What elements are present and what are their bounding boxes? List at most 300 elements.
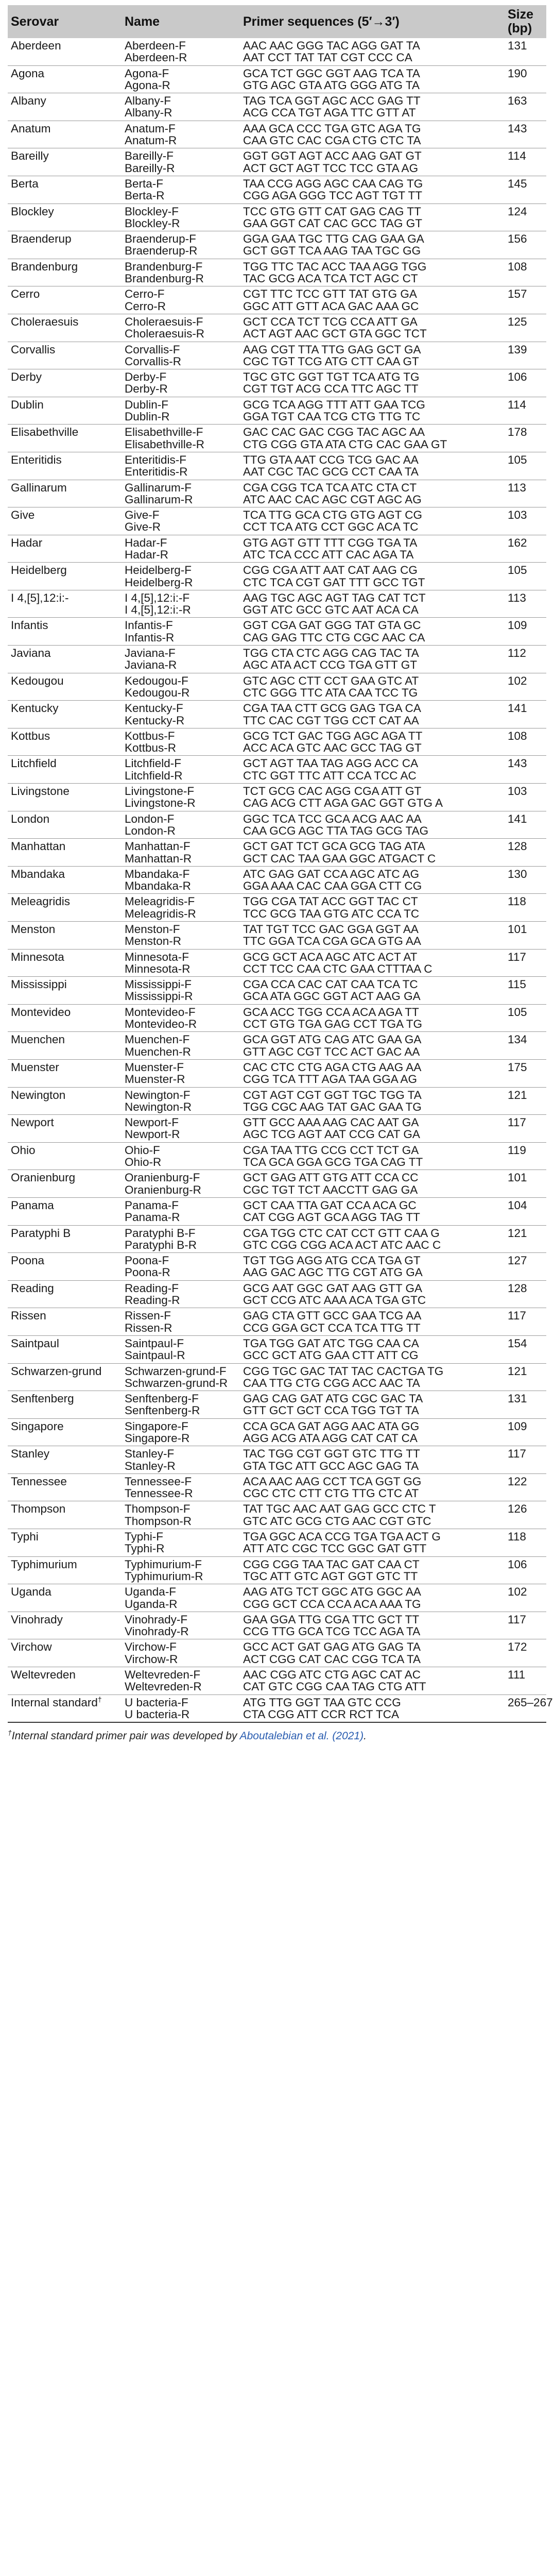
- table-row: [8, 93, 546, 107]
- size-cell: 118: [508, 1530, 526, 1544]
- primer-sequence-cell: ATG TTG GGT TAA GTC CCG: [243, 1696, 401, 1709]
- header-size-line2: (bp): [508, 21, 532, 36]
- primer-sequence-cell: TAT TGT TCC GAC GGA GGT AA: [243, 923, 419, 936]
- serovar-label: Corvallis: [11, 343, 56, 356]
- primer-name-cell: Paratyphi B-R: [125, 1238, 197, 1251]
- size-cell: 163: [508, 94, 527, 108]
- serovar-label: Weltevreden: [11, 1668, 76, 1682]
- footnote: [8, 1730, 546, 1742]
- size-cell: 104: [508, 1198, 527, 1212]
- primer-name-cell: Berta-F: [125, 177, 164, 190]
- primer-name-cell: Vinohrady-F: [125, 1613, 188, 1626]
- serovar-cell: [8, 1059, 122, 1087]
- serovar-cell: [8, 259, 122, 286]
- primer-sequence-cell: TGC ATT GTC AGT GGT GTC TT: [243, 1569, 418, 1583]
- serovar-label: Litchfield: [11, 757, 57, 770]
- size-cell: 122: [508, 1475, 527, 1488]
- primer-sequence-cell: ATC AAC CAC AGC CGT AGC AG: [243, 493, 422, 506]
- primer-sequence-cell: GTT GCT GCT CCA TGG TGT TA: [243, 1404, 419, 1417]
- serovar-label: Mbandaka: [11, 867, 65, 880]
- size-cell: 145: [508, 177, 527, 190]
- table-row: [8, 1308, 546, 1322]
- serovar-cell: [8, 1501, 122, 1529]
- primer-name-cell: Livingstone-F: [125, 785, 195, 798]
- primer-name-cell: Uganda-F: [125, 1585, 177, 1599]
- primer-name-cell: Typhimurium-R: [125, 1569, 203, 1583]
- primer-sequence-cell: CCT TCC CAA CTC GAA CTTTAA C: [243, 962, 432, 975]
- serovar-label: Meleagridis: [11, 895, 71, 908]
- primer-name-cell: Manhattan-R: [125, 852, 192, 865]
- primer-name-cell: Vinohrady-R: [125, 1625, 189, 1638]
- primer-sequence-cell: CGG TCA TTT AGA TAA GGA AG: [243, 1073, 418, 1086]
- size-cell: 109: [508, 1419, 527, 1433]
- primer-name-cell: Kedougou-R: [125, 686, 190, 699]
- size-cell: 103: [508, 785, 527, 798]
- primer-sequence-cell: AAA GCA CCC TGA GTC AGA TG: [243, 122, 421, 135]
- primer-sequence-cell: AGG ACG ATA AGG CAT CAT CA: [243, 1431, 418, 1445]
- serovar-label: Menston: [11, 923, 56, 936]
- serovar-cell: [8, 1308, 122, 1336]
- primer-sequence-cell: ATT ATC CGC TCC GGC GAT GTT: [243, 1542, 427, 1555]
- serovar-cell: [8, 784, 122, 811]
- primer-sequence-cell: CAT GTC CGG CAA TAG CTG ATT: [243, 1680, 426, 1693]
- primer-sequence-cell: CTC GGG TTC ATA CAA TCC TG: [243, 686, 418, 699]
- primer-sequence-cell: CGG AGA GGG TCC AGT TGT TT: [243, 189, 422, 202]
- primer-name-cell: Litchfield-R: [125, 769, 183, 782]
- primer-sequence-cell: GTT AGC CGT TCC ACT GAC AA: [243, 1045, 420, 1058]
- table-row: [8, 922, 546, 936]
- primer-sequence-cell: CGA TGG CTC CAT CCT GTT CAA G: [243, 1226, 440, 1240]
- primer-sequence-cell: AAC CGG ATC CTG AGC CAT AC: [243, 1668, 421, 1682]
- primer-name-cell: Kentucky-R: [125, 714, 185, 727]
- primer-name-cell: Dublin-F: [125, 398, 169, 411]
- serovar-label: Manhattan: [11, 840, 66, 853]
- primer-sequence-cell: GTC CGG CGG ACA ACT ATC AAC C: [243, 1238, 441, 1251]
- primer-sequence-cell: CGT AGT CGT GGT TGC TGG TA: [243, 1088, 422, 1101]
- primer-sequence-cell: ACT AGT AAC GCT GTA GGC TCT: [243, 327, 427, 341]
- primer-name-cell: Derby-R: [125, 382, 168, 396]
- primer-sequence-cell: GCT GAG ATT GTG ATT CCA CC: [243, 1171, 419, 1184]
- serovar-cell: [8, 286, 122, 314]
- serovar-cell: [8, 1225, 122, 1253]
- primer-name-cell: Kottbus-F: [125, 729, 175, 742]
- primer-sequence-cell: CGC TGT TCG ATG CTT CAA GT: [243, 354, 419, 368]
- serovar-cell: [8, 1032, 122, 1060]
- primer-name-cell: Oranienburg-F: [125, 1171, 200, 1184]
- serovar-label: Brandenburg: [11, 260, 78, 273]
- primer-name-cell: Mbandaka-R: [125, 879, 191, 893]
- serovar-label: Albany: [11, 94, 46, 108]
- primer-sequence-cell: GCA ACC TGG CCA ACA AGA TT: [243, 1005, 419, 1019]
- primer-sequence-cell: TGT TGG AGG ATG CCA TGA GT: [243, 1254, 421, 1267]
- primer-name-cell: Muenster-R: [125, 1073, 185, 1086]
- size-cell: 143: [508, 122, 527, 135]
- serovar-label: Cerro: [11, 287, 40, 301]
- table-row: [8, 1115, 546, 1129]
- size-cell: 157: [508, 287, 527, 301]
- serovar-cell: [8, 646, 122, 673]
- primer-name-cell: Agona-F: [125, 66, 169, 80]
- primer-sequence-cell: GTC ATC GCG CTG AAC CGT GTC: [243, 1514, 431, 1528]
- primer-name-cell: Mississippi-R: [125, 990, 193, 1003]
- serovar-label: Thompson: [11, 1502, 66, 1516]
- table-row: [8, 286, 546, 300]
- serovar-cell: [8, 480, 122, 507]
- serovar-cell: [8, 1142, 122, 1170]
- table-row: [8, 1446, 546, 1460]
- primer-name-cell: Cerro-F: [125, 287, 165, 301]
- primer-name-cell: Menston-F: [125, 923, 180, 936]
- serovar-cell: [8, 65, 122, 93]
- primer-name-cell: Berta-R: [125, 189, 165, 202]
- primer-name-cell: Singapore-F: [125, 1419, 188, 1433]
- primer-sequence-cell: CCG GGA GCT CCA TCA TTG TT: [243, 1321, 421, 1334]
- primer-name-cell: Newington-R: [125, 1100, 192, 1113]
- serovar-cell: [8, 922, 122, 950]
- primer-name-cell: Elisabethville-F: [125, 426, 203, 439]
- primer-sequence-cell: GGT ATC GCC GTC AAT ACA CA: [243, 603, 419, 617]
- serovar-footnote-mark: †: [97, 1695, 102, 1704]
- table-row: [8, 342, 546, 355]
- primer-sequence-cell: GCG GCT ACA AGC ATC ACT AT: [243, 950, 418, 963]
- serovar-cell: [8, 148, 122, 176]
- serovar-label: Aberdeen: [11, 39, 61, 52]
- table-row: [8, 1694, 546, 1708]
- header-size: [508, 5, 546, 38]
- table-row: [8, 839, 546, 853]
- serovar-cell: [8, 342, 122, 369]
- primer-sequence-cell: TTC GGA TCA CGA GCA GTG AA: [243, 935, 421, 948]
- primer-name-cell: Braenderup-R: [125, 244, 198, 258]
- primer-sequence-cell: CAA GCG AGC TTA TAG GCG TAG: [243, 824, 429, 837]
- primer-name-cell: Montevideo-R: [125, 1018, 197, 1031]
- size-cell: 178: [508, 426, 527, 439]
- primer-name-cell: Meleagridis-R: [125, 907, 196, 920]
- serovar-cell: [8, 1694, 122, 1722]
- primer-name-cell: Ohio-R: [125, 1156, 162, 1169]
- serovar-label: Bareilly: [11, 149, 49, 163]
- serovar-cell: [8, 618, 122, 646]
- serovar-cell: [8, 121, 122, 148]
- primer-name-cell: Singapore-R: [125, 1431, 190, 1445]
- primer-sequence-cell: CTC GGT TTC ATT CCA TCC AC: [243, 769, 417, 782]
- primer-sequence-cell: CAG ACG CTT AGA GAC GGT GTG A: [243, 796, 443, 810]
- primer-sequence-cell: GGT CGA GAT GGG TAT GTA GC: [243, 619, 421, 632]
- table-row: [8, 1225, 546, 1239]
- serovar-label: Elisabethville: [11, 426, 79, 439]
- primer-sequence-cell: TAC GCG ACA TCA TCT AGC CT: [243, 272, 418, 285]
- table-row: [8, 204, 546, 217]
- primer-name-cell: Uganda-R: [125, 1597, 178, 1611]
- primer-name-cell: Gallinarum-F: [125, 481, 192, 494]
- table-row: [8, 507, 546, 521]
- primer-sequence-cell: ACT CGG CAT CAC CGG TCA TA: [243, 1652, 421, 1666]
- primer-name-cell: Bareilly-F: [125, 149, 174, 163]
- size-cell: 124: [508, 205, 527, 218]
- primer-sequence-cell: TGG CTA CTC AGG CAG TAC TA: [243, 647, 419, 660]
- table-row: [8, 1529, 546, 1543]
- primer-sequence-cell: TCT GCG CAC AGG CGA ATT GT: [243, 785, 422, 798]
- primer-sequence-cell: ACC ACA GTC AAC GCC TAG GT: [243, 741, 422, 755]
- serovar-label: Anatum: [11, 122, 51, 135]
- serovar-cell: [8, 1170, 122, 1198]
- size-cell: 118: [508, 895, 526, 908]
- size-cell: 131: [508, 39, 527, 52]
- size-cell: 103: [508, 509, 527, 522]
- table-row: [8, 535, 546, 549]
- size-cell: 108: [508, 729, 527, 742]
- primer-name-cell: Muenchen-R: [125, 1045, 191, 1058]
- serovar-label: Paratyphi B: [11, 1226, 71, 1240]
- serovar-label: Choleraesuis: [11, 315, 79, 328]
- primer-sequence-cell: GTG AGC GTA ATG GGG ATG TA: [243, 78, 420, 92]
- size-cell: 101: [508, 923, 527, 936]
- primer-sequence-cell: GCA GGT ATG CAG ATC GAA GA: [243, 1033, 422, 1046]
- size-cell: 190: [508, 66, 527, 80]
- table-row: [8, 646, 546, 659]
- primer-sequence-cell: TGA TGG GAT ATC TGG CAA CA: [243, 1336, 419, 1350]
- primer-name-cell: Tennessee-R: [125, 1487, 193, 1500]
- primer-sequence-cell: AAT CGC TAC GCG CCT CAA TA: [243, 465, 419, 479]
- primer-name-cell: Stanley-R: [125, 1459, 176, 1472]
- size-cell: 131: [508, 1392, 527, 1405]
- table-row: [8, 1667, 546, 1681]
- serovar-cell: [8, 176, 122, 204]
- serovar-label: Rissen: [11, 1309, 46, 1323]
- primer-name-cell: Stanley-F: [125, 1447, 175, 1461]
- primer-sequence-cell: CGA TAA TTG CCG CCT TCT GA: [243, 1143, 419, 1157]
- size-cell: 113: [508, 481, 526, 494]
- serovar-label: Stanley: [11, 1447, 50, 1461]
- header-serovar: Serovar: [11, 14, 59, 29]
- primer-name-cell: Virchow-F: [125, 1640, 177, 1654]
- primer-name-cell: Saintpaul-R: [125, 1349, 185, 1362]
- size-cell: 127: [508, 1254, 527, 1267]
- primer-name-cell: London-F: [125, 812, 175, 825]
- serovar-cell: [8, 894, 122, 922]
- size-cell: 121: [508, 1226, 527, 1240]
- primer-name-cell: Aberdeen-R: [125, 51, 187, 64]
- size-cell: 125: [508, 315, 527, 328]
- footnote-mark: †: [8, 1728, 12, 1737]
- size-cell: 117: [508, 1613, 526, 1626]
- serovar-cell: [8, 1667, 122, 1695]
- primer-sequence-cell: GCT GAT TCT GCA GCG TAG ATA: [243, 840, 425, 853]
- primer-sequence-cell: ACA AAC AAG CCT TCA GGT GG: [243, 1475, 422, 1488]
- size-cell: 108: [508, 260, 527, 273]
- primer-sequence-cell: GCT GGT TCA AAG TAA TGC GG: [243, 244, 421, 258]
- size-cell: 154: [508, 1336, 527, 1350]
- primer-sequence-cell: GCG AAT GGC GAT AAG GTT GA: [243, 1281, 422, 1295]
- serovar-cell: [8, 535, 122, 563]
- primer-sequence-cell: GCC ACT GAT GAG ATG GAG TA: [243, 1640, 421, 1654]
- size-cell: 113: [508, 591, 526, 604]
- table-row: [8, 977, 546, 991]
- serovar-cell: [8, 1335, 122, 1363]
- serovar-label: Schwarzen-grund: [11, 1364, 102, 1378]
- serovar-label: Blockley: [11, 205, 54, 218]
- table-row: [8, 1391, 546, 1405]
- serovar-label: Infantis: [11, 619, 48, 632]
- serovar-cell: [8, 1253, 122, 1281]
- serovar-cell: [8, 1446, 122, 1474]
- primer-name-cell: Elisabethville-R: [125, 437, 205, 451]
- size-cell: 130: [508, 867, 527, 880]
- primer-name-cell: Tennessee-F: [125, 1475, 192, 1488]
- primer-name-cell: Livingstone-R: [125, 796, 196, 810]
- serovar-label: Senftenberg: [11, 1392, 74, 1405]
- primer-sequence-cell: GTG AGT GTT TTT CGG TGA TA: [243, 536, 418, 549]
- table-row: [8, 1639, 546, 1653]
- primer-sequence-cell: CAA GTC CAC CGA CTG CTC TA: [243, 134, 421, 147]
- primer-name-cell: Kentucky-F: [125, 702, 183, 715]
- primer-sequence-cell: CGT TGT ACG CCA TTC AGC TT: [243, 382, 419, 396]
- size-cell: 162: [508, 536, 527, 549]
- size-cell: 141: [508, 702, 527, 715]
- primer-sequence-cell: AGC ATA ACT CCG TGA GTT GT: [243, 658, 417, 672]
- primer-sequence-cell: CCA GCA GAT AGG AAC ATA GG: [243, 1419, 420, 1433]
- table-row: [8, 1142, 546, 1156]
- primer-sequence-cell: GGA GAA TGC TTG CAG GAA GA: [243, 232, 424, 246]
- primer-sequence-cell: GAA GGT CAT CAC GCC TAG GT: [243, 216, 422, 230]
- size-cell: 128: [508, 840, 527, 853]
- footnote-citation[interactable]: Aboutalebian et al. (2021): [239, 1730, 364, 1742]
- primer-name-cell: Typhi-R: [125, 1542, 165, 1555]
- table-row: [8, 1473, 546, 1487]
- primer-name-cell: Enteritidis-R: [125, 465, 188, 479]
- serovar-label: Hadar: [11, 536, 43, 549]
- primer-name-cell: Litchfield-F: [125, 757, 182, 770]
- primer-sequence-cell: CCT GTG TGA GAG CCT TGA TG: [243, 1018, 422, 1031]
- serovar-cell: [8, 1584, 122, 1612]
- serovar-label: Internal standard: [11, 1696, 98, 1709]
- primer-sequence-cell: CGG TGC GAC TAT TAC CACTGA TG: [243, 1364, 444, 1378]
- serovar-cell: [8, 1556, 122, 1584]
- primer-sequence-cell: TGA GGC ACA CCG TGA TGA ACT G: [243, 1530, 441, 1544]
- primer-name-cell: Rissen-F: [125, 1309, 171, 1323]
- serovar-cell: [8, 977, 122, 1005]
- serovar-cell: [8, 949, 122, 977]
- primer-name-cell: Typhimurium-F: [125, 1557, 202, 1571]
- primer-name-cell: Anatum-F: [125, 122, 176, 135]
- serovar-label: Muenster: [11, 1060, 59, 1074]
- primer-name-cell: Enteritidis-F: [125, 453, 187, 466]
- serovar-cell: [8, 507, 122, 535]
- primer-sequence-cell: CGA CCA CAC CAT CAA TCA TC: [243, 978, 418, 991]
- primer-sequence-cell: GCA TCT GGC GGT AAG TCA TA: [243, 66, 420, 80]
- table-row: [8, 1335, 546, 1349]
- header-row: [8, 5, 546, 38]
- table-row: [8, 756, 546, 770]
- size-cell: 265–267: [508, 1696, 553, 1709]
- size-cell: 114: [508, 149, 526, 163]
- header-sequence: Primer sequences (5′→3′): [243, 14, 400, 29]
- primer-name-cell: I 4,[5],12:i:-R: [125, 603, 191, 617]
- table-row: [8, 369, 546, 383]
- table-row: [8, 1253, 546, 1267]
- serovar-cell: [8, 866, 122, 894]
- primer-name-cell: Kedougou-F: [125, 674, 188, 687]
- primer-name-cell: Blockley-R: [125, 216, 180, 230]
- primer-sequence-cell: CAT CGG AGT GCA AGG TAG TT: [243, 1211, 420, 1224]
- serovar-label: Ohio: [11, 1143, 36, 1157]
- primer-sequence-cell: ATC TCA CCC ATT CAC AGA TA: [243, 548, 414, 561]
- primer-name-cell: Choleraesuis-R: [125, 327, 205, 341]
- serovar-label: Minnesota: [11, 950, 64, 963]
- serovar-cell: [8, 1363, 122, 1391]
- footnote-text: Internal standard primer pair was developed by: [11, 1730, 240, 1742]
- primer-sequence-cell: GTC AGC CTT CCT GAA GTC AT: [243, 674, 419, 687]
- table-row: [8, 148, 546, 162]
- primer-sequence-cell: GTA TGC ATT GCC AGC GAG TA: [243, 1459, 419, 1472]
- primer-sequence-cell: AAG CGT TTA TTG GAG GCT GA: [243, 343, 421, 356]
- primer-name-cell: Hadar-F: [125, 536, 167, 549]
- serovar-cell: [8, 231, 122, 259]
- size-cell: 102: [508, 674, 527, 687]
- primer-name-cell: Give-F: [125, 509, 160, 522]
- primer-sequence-cell: GGT GGT AGT ACC AAG GAT GT: [243, 149, 422, 163]
- table-row: [8, 701, 546, 715]
- primer-name-cell: Albany-F: [125, 94, 171, 108]
- serovar-label: Gallinarum: [11, 481, 67, 494]
- primer-name-cell: Senftenberg-R: [125, 1404, 200, 1417]
- primer-name-cell: Bareilly-R: [125, 161, 175, 175]
- primer-name-cell: Corvallis-F: [125, 343, 180, 356]
- primer-sequence-cell: GCG TCT GAC TGG AGC AGA TT: [243, 729, 423, 742]
- serovar-cell: [8, 1280, 122, 1308]
- size-cell: 109: [508, 619, 527, 632]
- serovar-label: Oranienburg: [11, 1171, 76, 1184]
- primer-name-cell: Virchow-R: [125, 1652, 178, 1666]
- table-row: [8, 894, 546, 908]
- table-row: [8, 1280, 546, 1294]
- primer-name-cell: Thompson-R: [125, 1514, 192, 1528]
- primer-sequence-cell: AGC TCG AGT AAT CCG CAT GA: [243, 1128, 420, 1141]
- table-row: [8, 590, 546, 604]
- table-row: [8, 121, 546, 134]
- table-row: [8, 176, 546, 190]
- table-row: [8, 1170, 546, 1184]
- primer-sequence-cell: TAA CCG AGG AGC CAA CAG TG: [243, 177, 423, 190]
- primer-sequence-cell: CGC CTC CTT CTG TTG CTC AT: [243, 1487, 419, 1500]
- size-cell: 117: [508, 1309, 526, 1323]
- serovar-cell: [8, 93, 122, 121]
- primer-sequence-cell: CGA CGG TCA TCA ATC CTA CT: [243, 481, 417, 494]
- size-cell: 172: [508, 1640, 527, 1654]
- primer-sequence-cell: GGC ATT GTT ACA GAC AAA GC: [243, 299, 419, 313]
- primer-name-cell: Heidelberg-R: [125, 575, 193, 589]
- primer-name-cell: U bacteria-F: [125, 1696, 188, 1709]
- primer-name-cell: Poona-R: [125, 1266, 170, 1279]
- table-row: [8, 1032, 546, 1046]
- table-row: [8, 425, 546, 438]
- serovar-label: Derby: [11, 370, 42, 384]
- primer-name-cell: Schwarzen-grund-R: [125, 1376, 228, 1389]
- primer-name-cell: Meleagridis-F: [125, 895, 195, 908]
- primer-sequence-cell: GAG CTA GTT GCC GAA TCG AA: [243, 1309, 422, 1323]
- primer-name-cell: Saintpaul-F: [125, 1336, 184, 1350]
- size-cell: 139: [508, 343, 527, 356]
- size-cell: 105: [508, 564, 527, 577]
- serovar-cell: [8, 1529, 122, 1557]
- primer-sequence-cell: CGG CGA ATT AAT CAT AAG CG: [243, 564, 418, 577]
- serovar-label: Typhi: [11, 1530, 39, 1544]
- primer-sequence-cell: TAC TGG CGT GGT GTC TTG TT: [243, 1447, 420, 1461]
- serovar-label: Javiana: [11, 647, 51, 660]
- table-row: [8, 784, 546, 798]
- primer-name-cell: Newport-F: [125, 1116, 179, 1129]
- primer-sequence-cell: TCC GCG TAA GTG ATC CCA TC: [243, 907, 420, 920]
